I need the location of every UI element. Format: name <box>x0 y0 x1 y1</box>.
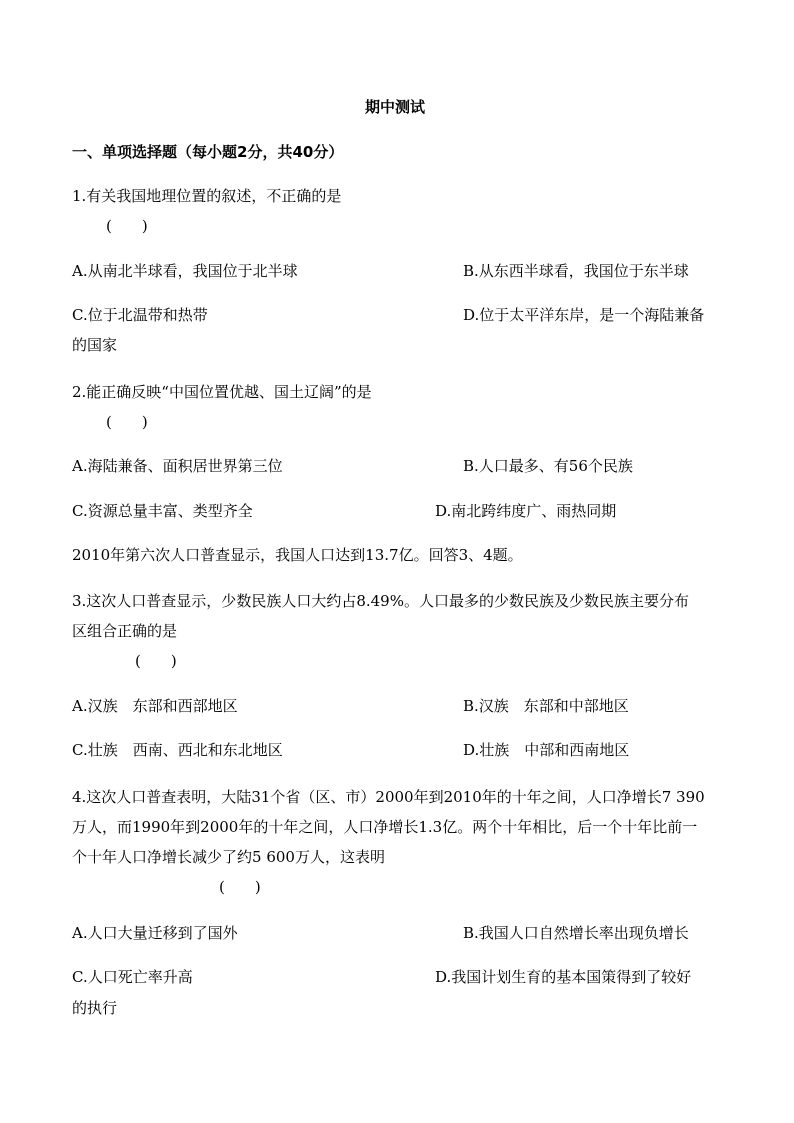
question-1-stem: 1.有关我国地理位置的叙述，不正确的是 <box>72 187 342 205</box>
question-4-option-d: D.我国计划生育的基本国策得到了较好 <box>435 968 692 986</box>
question-4-stem-line-2: 万人，而1990年到2000年的十年之间，人口净增长1.3亿。两个十年相比，后一个十年比前一 <box>72 818 698 836</box>
question-1-answer-blank: ( ) <box>106 217 148 235</box>
question-4-option-b: B.我国人口自然增长率出现负增长 <box>463 924 689 942</box>
section-heading: 一、单项选择题（每小题2分，共40分） <box>72 143 344 161</box>
question-4-stem-line-1: 4.这次人口普查表明，大陆31个省（区、市）2000年到2010年的十年之间，人口净增长7 390 <box>72 788 705 806</box>
question-4-answer-blank: ( ) <box>219 878 261 896</box>
question-4-option-c: C.人口死亡率升高 <box>72 968 193 986</box>
question-3-answer-blank: ( ) <box>135 652 177 670</box>
question-1-option-b: B.从东西半球看，我国位于东半球 <box>463 262 689 280</box>
questions-3-4-intro: 2010年第六次人口普查显示，我国人口达到13.7亿。回答3、4题。 <box>72 546 523 564</box>
question-4-option-a: A.人口大量迁移到了国外 <box>72 924 238 942</box>
question-1-option-c: C.位于北温带和热带 <box>72 306 208 324</box>
question-4-stem-line-3: 个十年人口净增长减少了约5 600万人，这表明 <box>72 848 385 866</box>
question-2-answer-blank: ( ) <box>106 413 148 431</box>
question-2-option-a: A.海陆兼备、面积居世界第三位 <box>72 457 283 475</box>
question-2-option-c: C.资源总量丰富、类型齐全 <box>72 502 253 520</box>
question-1-option-d-continued: 的国家 <box>72 336 118 354</box>
question-1-option-d: D.位于太平洋东岸，是一个海陆兼备 <box>463 306 705 324</box>
question-3-stem-line-2: 区组合正确的是 <box>72 622 178 640</box>
question-1-option-a: A.从南北半球看，我国位于北半球 <box>72 262 298 280</box>
question-2-stem: 2.能正确反映“中国位置优越、国土辽阔”的是 <box>72 383 372 401</box>
question-3-option-d: D.壮族 中部和西南地区 <box>463 741 630 759</box>
question-2-option-b: B.人口最多、有56个民族 <box>463 457 633 475</box>
question-3-option-c: C.壮族 西南、西北和东北地区 <box>72 741 283 759</box>
page-title: 期中测试 <box>365 98 426 116</box>
question-3-stem-line-1: 3.这次人口普查显示，少数民族人口大约占8.49%。人口最多的少数民族及少数民族主要分布 <box>72 592 689 610</box>
question-3-option-b: B.汉族 东部和中部地区 <box>463 697 629 715</box>
question-4-option-d-continued: 的执行 <box>72 999 118 1017</box>
question-3-option-a: A.汉族 东部和西部地区 <box>72 697 238 715</box>
question-2-option-d: D.南北跨纬度广、雨热同期 <box>435 502 617 520</box>
